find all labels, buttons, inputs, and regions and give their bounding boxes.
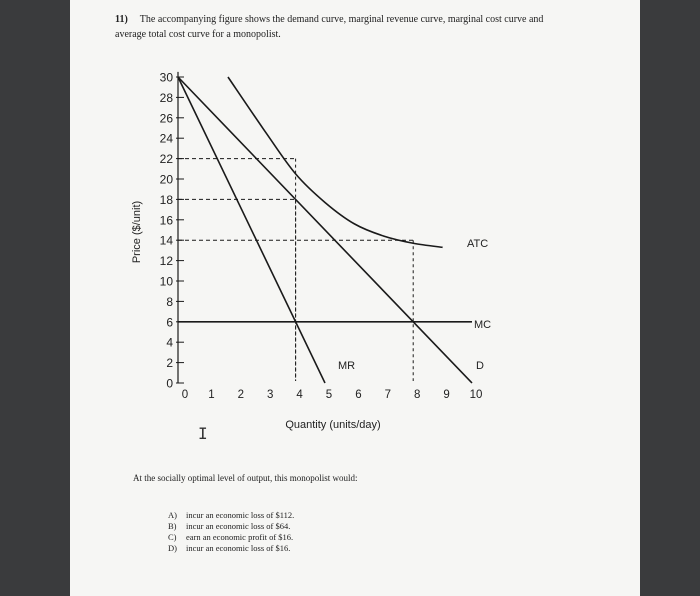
y-tick-label: 20 <box>159 172 173 187</box>
y-tick-label: 0 <box>166 376 173 391</box>
option-text: incur an economic loss of $64. <box>186 521 291 531</box>
y-tick-label: 26 <box>159 111 173 126</box>
y-tick-label: 28 <box>159 90 173 105</box>
text-cursor-icon: I <box>198 424 208 443</box>
question-number: 11) <box>115 14 128 25</box>
option-text: earn an economic profit of $16. <box>186 532 294 542</box>
answer-options <box>168 510 294 554</box>
option-text: incur an economic loss of $16. <box>186 543 291 553</box>
x-tick-label: 3 <box>266 389 274 401</box>
option-letter: C) <box>168 532 177 542</box>
x-tick-label: 10 <box>469 389 483 401</box>
y-tick-label: 10 <box>159 274 173 289</box>
y-tick-label: 4 <box>166 335 173 350</box>
x-tick-label: 7 <box>384 389 392 401</box>
y-tick-label: 14 <box>159 233 173 248</box>
y-tick-label: 6 <box>166 315 173 330</box>
option-a[interactable] <box>168 510 294 521</box>
option-letter: A) <box>168 510 177 520</box>
y-tick-label: 18 <box>159 192 173 207</box>
y-tick-label: 12 <box>159 254 173 269</box>
y-tick-label: 8 <box>166 294 173 309</box>
series-mc-label: MC <box>474 319 492 331</box>
y-tick-label: 30 <box>159 70 173 85</box>
y-tick-label: 24 <box>159 131 173 146</box>
y-axis-title: Price ($/unit) <box>131 200 143 264</box>
x-tick-label: 6 <box>355 389 362 401</box>
series-atc-label: ATC <box>467 238 489 250</box>
x-tick-label: 8 <box>413 389 421 401</box>
x-axis-title: Quantity (units/day) <box>285 419 381 431</box>
option-b[interactable] <box>168 521 294 532</box>
x-tick-label: 4 <box>296 389 303 401</box>
x-tick-label: 9 <box>443 389 450 401</box>
option-letter: B) <box>168 521 177 531</box>
y-tick-label: 16 <box>159 213 173 228</box>
series-mr-curve <box>178 77 325 383</box>
y-tick-label: 22 <box>159 152 173 167</box>
x-tick-label: 1 <box>208 389 215 401</box>
series-d-curve <box>178 77 472 383</box>
option-letter: D) <box>168 543 177 553</box>
x-tick-label: 2 <box>237 389 245 401</box>
option-text: incur an economic loss of $112. <box>186 510 295 520</box>
y-tick-label: 2 <box>166 356 173 371</box>
x-tick-label: 5 <box>325 389 333 401</box>
x-tick-label: 0 <box>181 389 189 401</box>
series-d-label: D <box>476 360 484 372</box>
option-d[interactable] <box>168 543 294 554</box>
series-mr-label: MR <box>338 360 356 372</box>
question-prompt: At the socially optimal level of output, this monopolist would: <box>133 473 358 483</box>
question-text: The accompanying figure shows the demand curve, marginal revenue curve, marginal cost curve and average total cost curve for a monopolist. <box>115 14 544 40</box>
option-c[interactable] <box>168 532 294 543</box>
